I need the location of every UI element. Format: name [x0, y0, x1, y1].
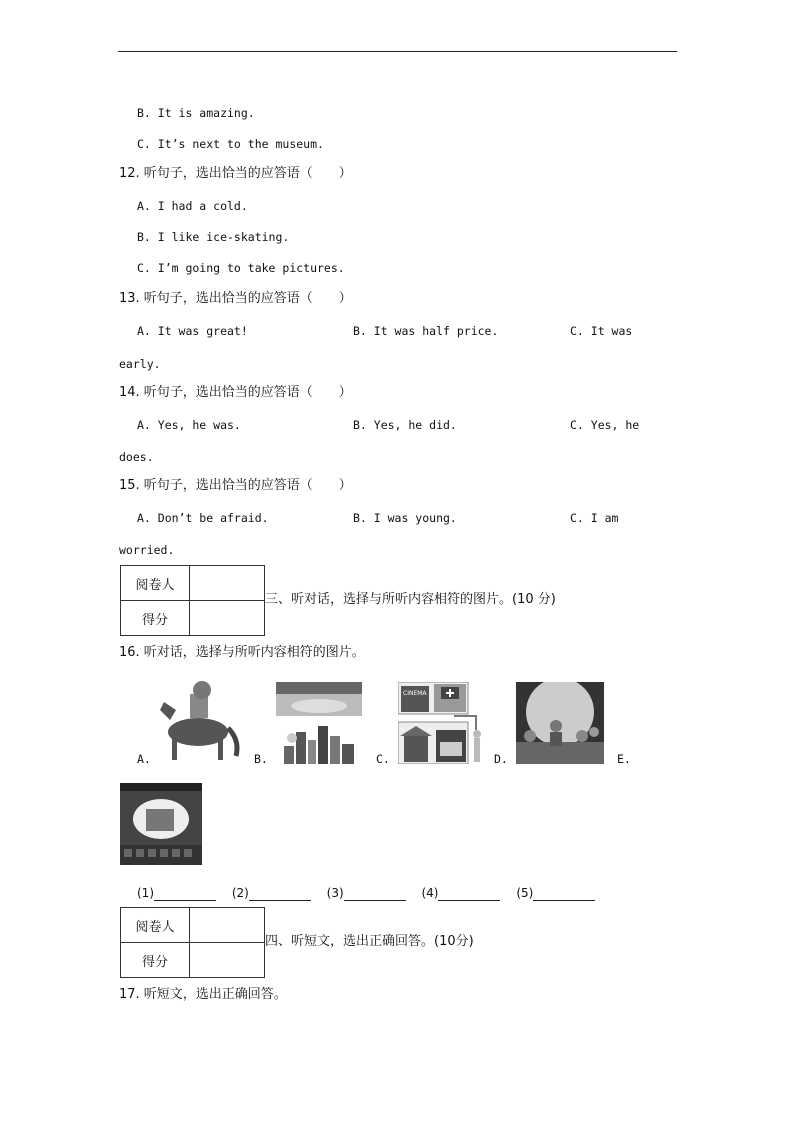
score-cell: [190, 943, 265, 978]
q17-stem: 17. 听短文，选出正确回答。: [119, 987, 287, 1002]
reviewer-cell: [190, 566, 265, 601]
mid-autumn-family-image: [516, 682, 604, 764]
blank-2[interactable]: [249, 887, 311, 901]
q13-option-c-cont: early.: [119, 357, 161, 371]
reviewer-cell: [190, 908, 265, 943]
horse-rider-image: [156, 680, 242, 764]
answer-blanks: [137, 885, 607, 901]
score-table-2: [120, 907, 265, 978]
q11-option-b: B. It is amazing.: [137, 106, 255, 120]
blank-5-label: (5): [516, 886, 534, 900]
q15-stem: 15. 听句子，选出恰当的应答语（ ）: [119, 478, 352, 493]
label-b: B.: [254, 752, 268, 766]
q15-option-c-cont: worried.: [119, 543, 175, 557]
label-e: E.: [617, 752, 631, 766]
label-d: D.: [494, 752, 508, 766]
score-cell: [190, 601, 265, 636]
q11-option-c: C. It’s next to the museum.: [137, 137, 324, 151]
section4-title: 四、听短文，选出正确回答。(10分): [265, 934, 474, 949]
q12-option-b: B. I like ice-skating.: [137, 230, 290, 244]
blank-4-label: (4): [421, 886, 439, 900]
blank-2-label: (2): [231, 886, 249, 900]
q15-option-b: B. I was young.: [353, 511, 457, 525]
countryside-city-image: [276, 682, 364, 764]
section3-title: 三、听对话，选择与所听内容相符的图片。(10 分): [265, 592, 556, 607]
theater-image: [120, 783, 202, 865]
score-table: [120, 565, 265, 636]
label-a: A.: [137, 752, 151, 766]
q14-option-c: C. Yes, he: [570, 418, 640, 432]
q13-option-c: C. It was: [570, 324, 633, 338]
score-label: 得分: [121, 601, 190, 636]
q12-option-c: C. I’m going to take pictures.: [137, 261, 345, 275]
score-label: 得分: [121, 943, 190, 978]
blank-1-label: (1): [137, 886, 154, 900]
reviewer-label: 阅卷人: [121, 566, 190, 601]
blank-5[interactable]: [533, 887, 595, 901]
blank-3[interactable]: [344, 887, 406, 901]
blank-4[interactable]: [438, 887, 500, 901]
q15-option-a: A. Don’t be afraid.: [137, 511, 269, 525]
q14-option-b: B. Yes, he did.: [353, 418, 457, 432]
q14-option-c-cont: does.: [119, 450, 154, 464]
q14-stem: 14. 听句子，选出恰当的应答语（ ）: [119, 385, 352, 400]
header-rule: [118, 51, 677, 52]
q14-option-a: A. Yes, he was.: [137, 418, 241, 432]
cinema-sign: CINEMA: [403, 690, 427, 697]
label-c: C.: [376, 752, 390, 766]
q13-stem: 13. 听句子，选出恰当的应答语（ ）: [119, 291, 352, 306]
q12-option-a: A. I had a cold.: [137, 199, 248, 213]
q15-option-c: C. I am: [570, 511, 619, 525]
q13-option-b: B. It was half price.: [353, 324, 499, 338]
q13-option-a: A. It was great!: [137, 324, 248, 338]
buildings-map-image: [398, 682, 486, 764]
blank-3-label: (3): [326, 886, 344, 900]
blank-1[interactable]: [154, 887, 216, 901]
q12-stem: 12. 听句子，选出恰当的应答语（ ）: [119, 166, 352, 181]
reviewer-label: 阅卷人: [121, 908, 190, 943]
q16-stem: 16. 听对话，选择与所听内容相符的图片。: [119, 645, 365, 660]
